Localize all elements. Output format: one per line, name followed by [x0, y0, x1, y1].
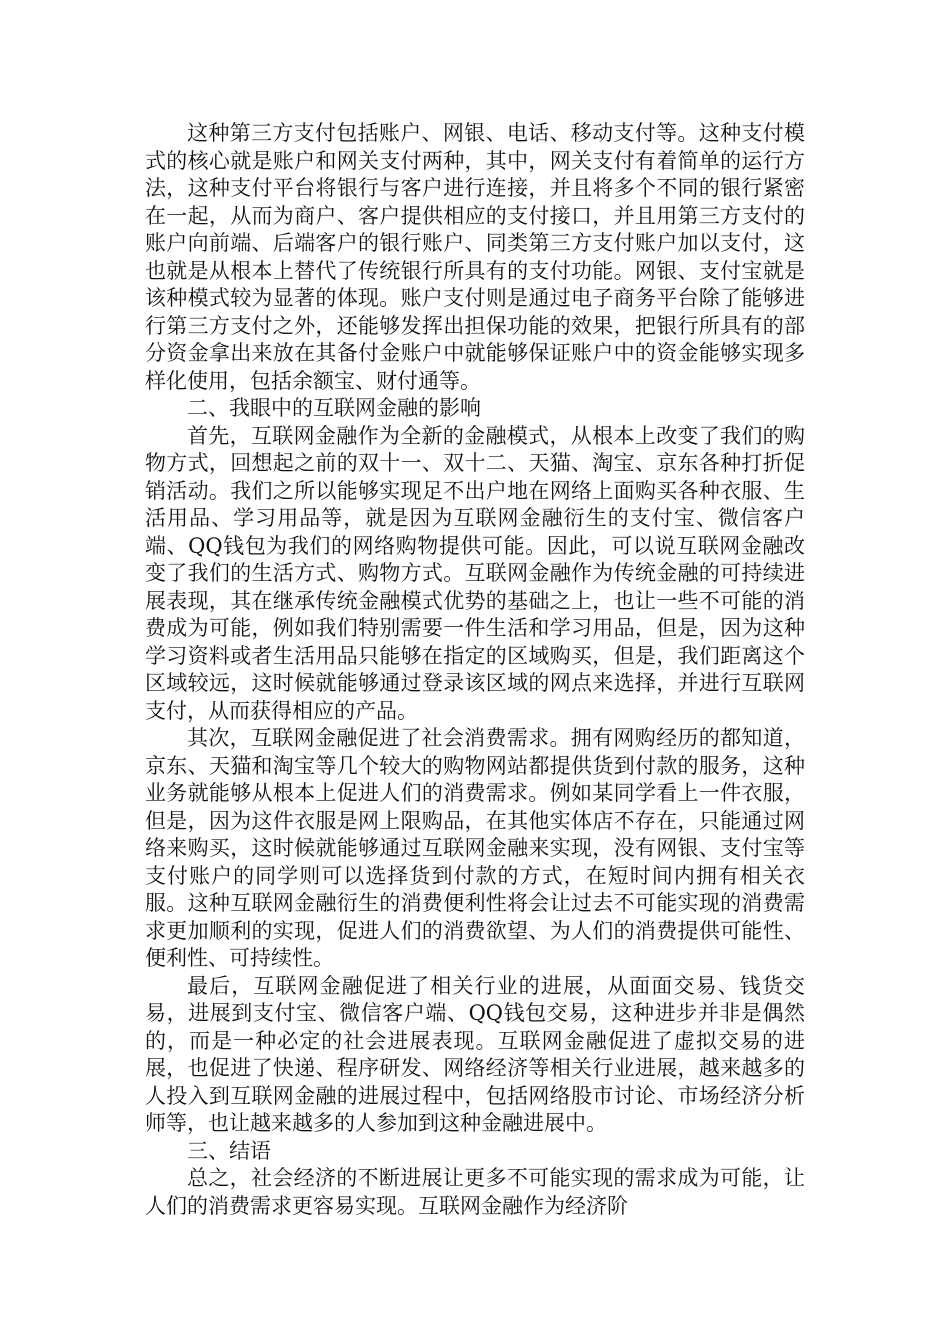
- paragraph-last-impact: 最后，互联网金融促进了相关行业的进展，从面面交易、钱货交易，进展到支付宝、微信客户端、QQ钱包交易，这种进步并非是偶然的，而是一种必定的社会进展表现。互联网金融促进了虚拟交易的进展，也促进了快递、程序研发、网络经济等相关行业进展，越来越多的人投入到互联网金融的进展过程中，包括网络股市讨论、市场经济分析师等，也让越来越多的人参加到这种金融进展中。: [145, 973, 805, 1135]
- paragraph-first-impact: 首先，互联网金融作为全新的金融模式，从根本上改变了我们的购物方式，回想起之前的双十一、双十二、天猫、淘宝、京东各种打折促销活动。我们之所以能够实现足不出户地在网络上面购买各种衣服、生活用品、学习用品等，就是因为互联网金融衍生的支付宝、微信客户端、QQ钱包为我们的网络购物提供可能。因此，可以说互联网金融改变了我们的生活方式、购物方式。互联网金融作为传统金融的可持续进展表现，其在继承传统金融模式优势的基础之上，也让一些不可能的消费成为可能，例如我们特别需要一件生活和学习用品，但是，因为这种学习资料或者生活用品只能够在指定的区域购买，但是，我们距离这个区域较远，这时候就能够通过登录该区域的网点来选择，并进行互联网支付，从而获得相应的产品。: [145, 423, 805, 723]
- section-heading-conclusion: 三、结语: [187, 1138, 271, 1163]
- document-page: [145, 120, 805, 1220]
- section-heading-impact: 二、我眼中的互联网金融的影响: [187, 396, 481, 420]
- paragraph-third-party-payment: 这种第三方支付包括账户、网银、电话、移动支付等。这种支付模式的核心就是账户和网关支付两种，其中，网关支付有着简单的运行方法，这种支付平台将银行与客户进行连接，并且将多个不同的银行紧密在一起，从而为商户、客户提供相应的支付接口，并且用第三方支付的账户向前端、后端客户的银行账户、同类第三方支付账户加以支付，这也就是从根本上替代了传统银行所具有的支付功能。网银、支付宝就是该种模式较为显著的体现。账户支付则是通过电子商务平台除了能够进行第三方支付之外，还能够发挥出担保功能的效果，把银行所具有的部分资金拿出来放在其备付金账户中就能够保证账户中的资金能够实现多样化使用，包括余额宝、财付通等。: [145, 121, 805, 393]
- paragraph-conclusion: 总之，社会经济的不断进展让更多不可能实现的需求成为可能，让人们的消费需求更容易实现。互联网金融作为经济阶: [145, 1166, 805, 1218]
- paragraph-second-impact: 其次，互联网金融促进了社会消费需求。拥有网购经历的都知道，京东、天猫和淘宝等几个较大的购物网站都提供货到付款的服务，这种业务就能够从根本上促进人们的消费需求。例如某同学看上一件衣服，但是，因为这件衣服是网上限购品，在其他实体店不存在，只能通过网络来购买，这时候就能够通过互联网金融来实现，没有网银、支付宝等支付账户的同学则可以选择货到付款的方式，在短时间内拥有相关衣服。这种互联网金融衍生的消费便利性将会让过去不可能实现的消费需求更加顺利的实现，促进人们的消费欲望、为人们的消费提供可能性、便利性、可持续性。: [145, 726, 805, 970]
